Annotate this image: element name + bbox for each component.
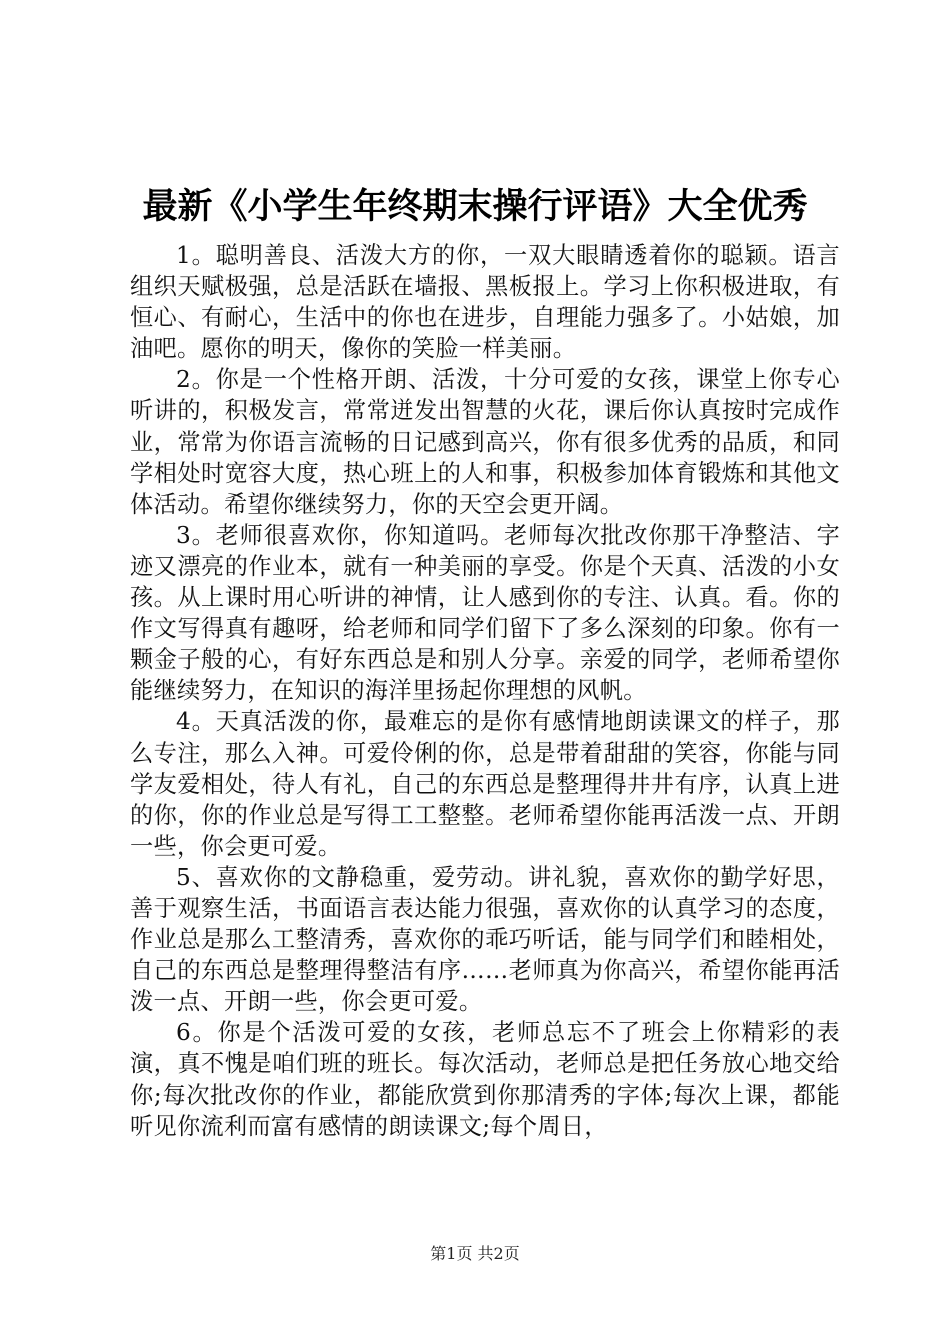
paragraph-3: 3。老师很喜欢你，你知道吗。老师每次批改你那干净整洁、字迹又漂亮的作业本，就有一种美丽的享受。你是个天真、活泼的小女孩。从上课时用心听讲的神情，让人感到你的专注、认真。看。你的作文写得真有趣呀，给老师和同学们留下了多么深刻的印象。你有一颗金子般的心，有好东西总是和别人分享。亲爱的同学，老师希望你能继续努力，在知识的海洋里扬起你理想的风帆。 [130,521,840,705]
paragraph-1: 1。聪明善良、活泼大方的你，一双大眼睛透着你的聪颖。语言组织天赋极强，总是活跃在墙报、黑板报上。学习上你积极进取，有恒心、有耐心，生活中的你也在进步，自理能力强多了。小姑娘，加油吧。愿你的明天，像你的笑脸一样美丽。 [130,242,840,363]
paragraph-5: 5、喜欢你的文静稳重，爱劳动。讲礼貌，喜欢你的勤学好思，善于观察生活，书面语言表达能力很强，喜欢你的认真学习的态度，作业总是那么工整清秀，喜欢你的乖巧听话，能与同学们和睦相处，自己的东西总是整理得整洁有序……老师真为你高兴，希望你能再活泼一点、开朗一些，你会更可爱。 [130,863,840,1016]
document-title: 最新《小学生年终期末操行评语》大全优秀 [142,187,808,227]
paragraph-4: 4。天真活泼的你，最难忘的是你有感情地朗读课文的样子，那么专注，那么入神。可爱伶俐的你，总是带着甜甜的笑容，你能与同学友爱相处，待人有礼，自己的东西总是整理得井井有序，认真上进的你，你的作业总是写得工工整整。老师希望你能再活泼一点、开朗一些，你会更可爱。 [130,708,840,860]
page-number-footer: 第1页 共2页 [430,1244,520,1263]
paragraph-2: 2。你是一个性格开朗、活泼，十分可爱的女孩，课堂上你专心听讲的，积极发言，常常迸发出智慧的火花，课后你认真按时完成作业，常常为你语言流畅的日记感到高兴，你有很多优秀的品质，和同学相处时宽容大度，热心班上的人和事，积极参加体育锻炼和其他文体活动。希望你继续努力，你的天空会更开阔。 [130,366,840,518]
paragraph-6: 6。你是个活泼可爱的女孩，老师总忘不了班会上你精彩的表演，真不愧是咱们班的班长。每次活动，老师总是把任务放心地交给你;每次批改你的作业，都能欣赏到你那清秀的字体;每次上课，都能听见你流利而富有感情的朗读课文;每个周日， [130,1019,840,1140]
document-body [130,240,840,1142]
